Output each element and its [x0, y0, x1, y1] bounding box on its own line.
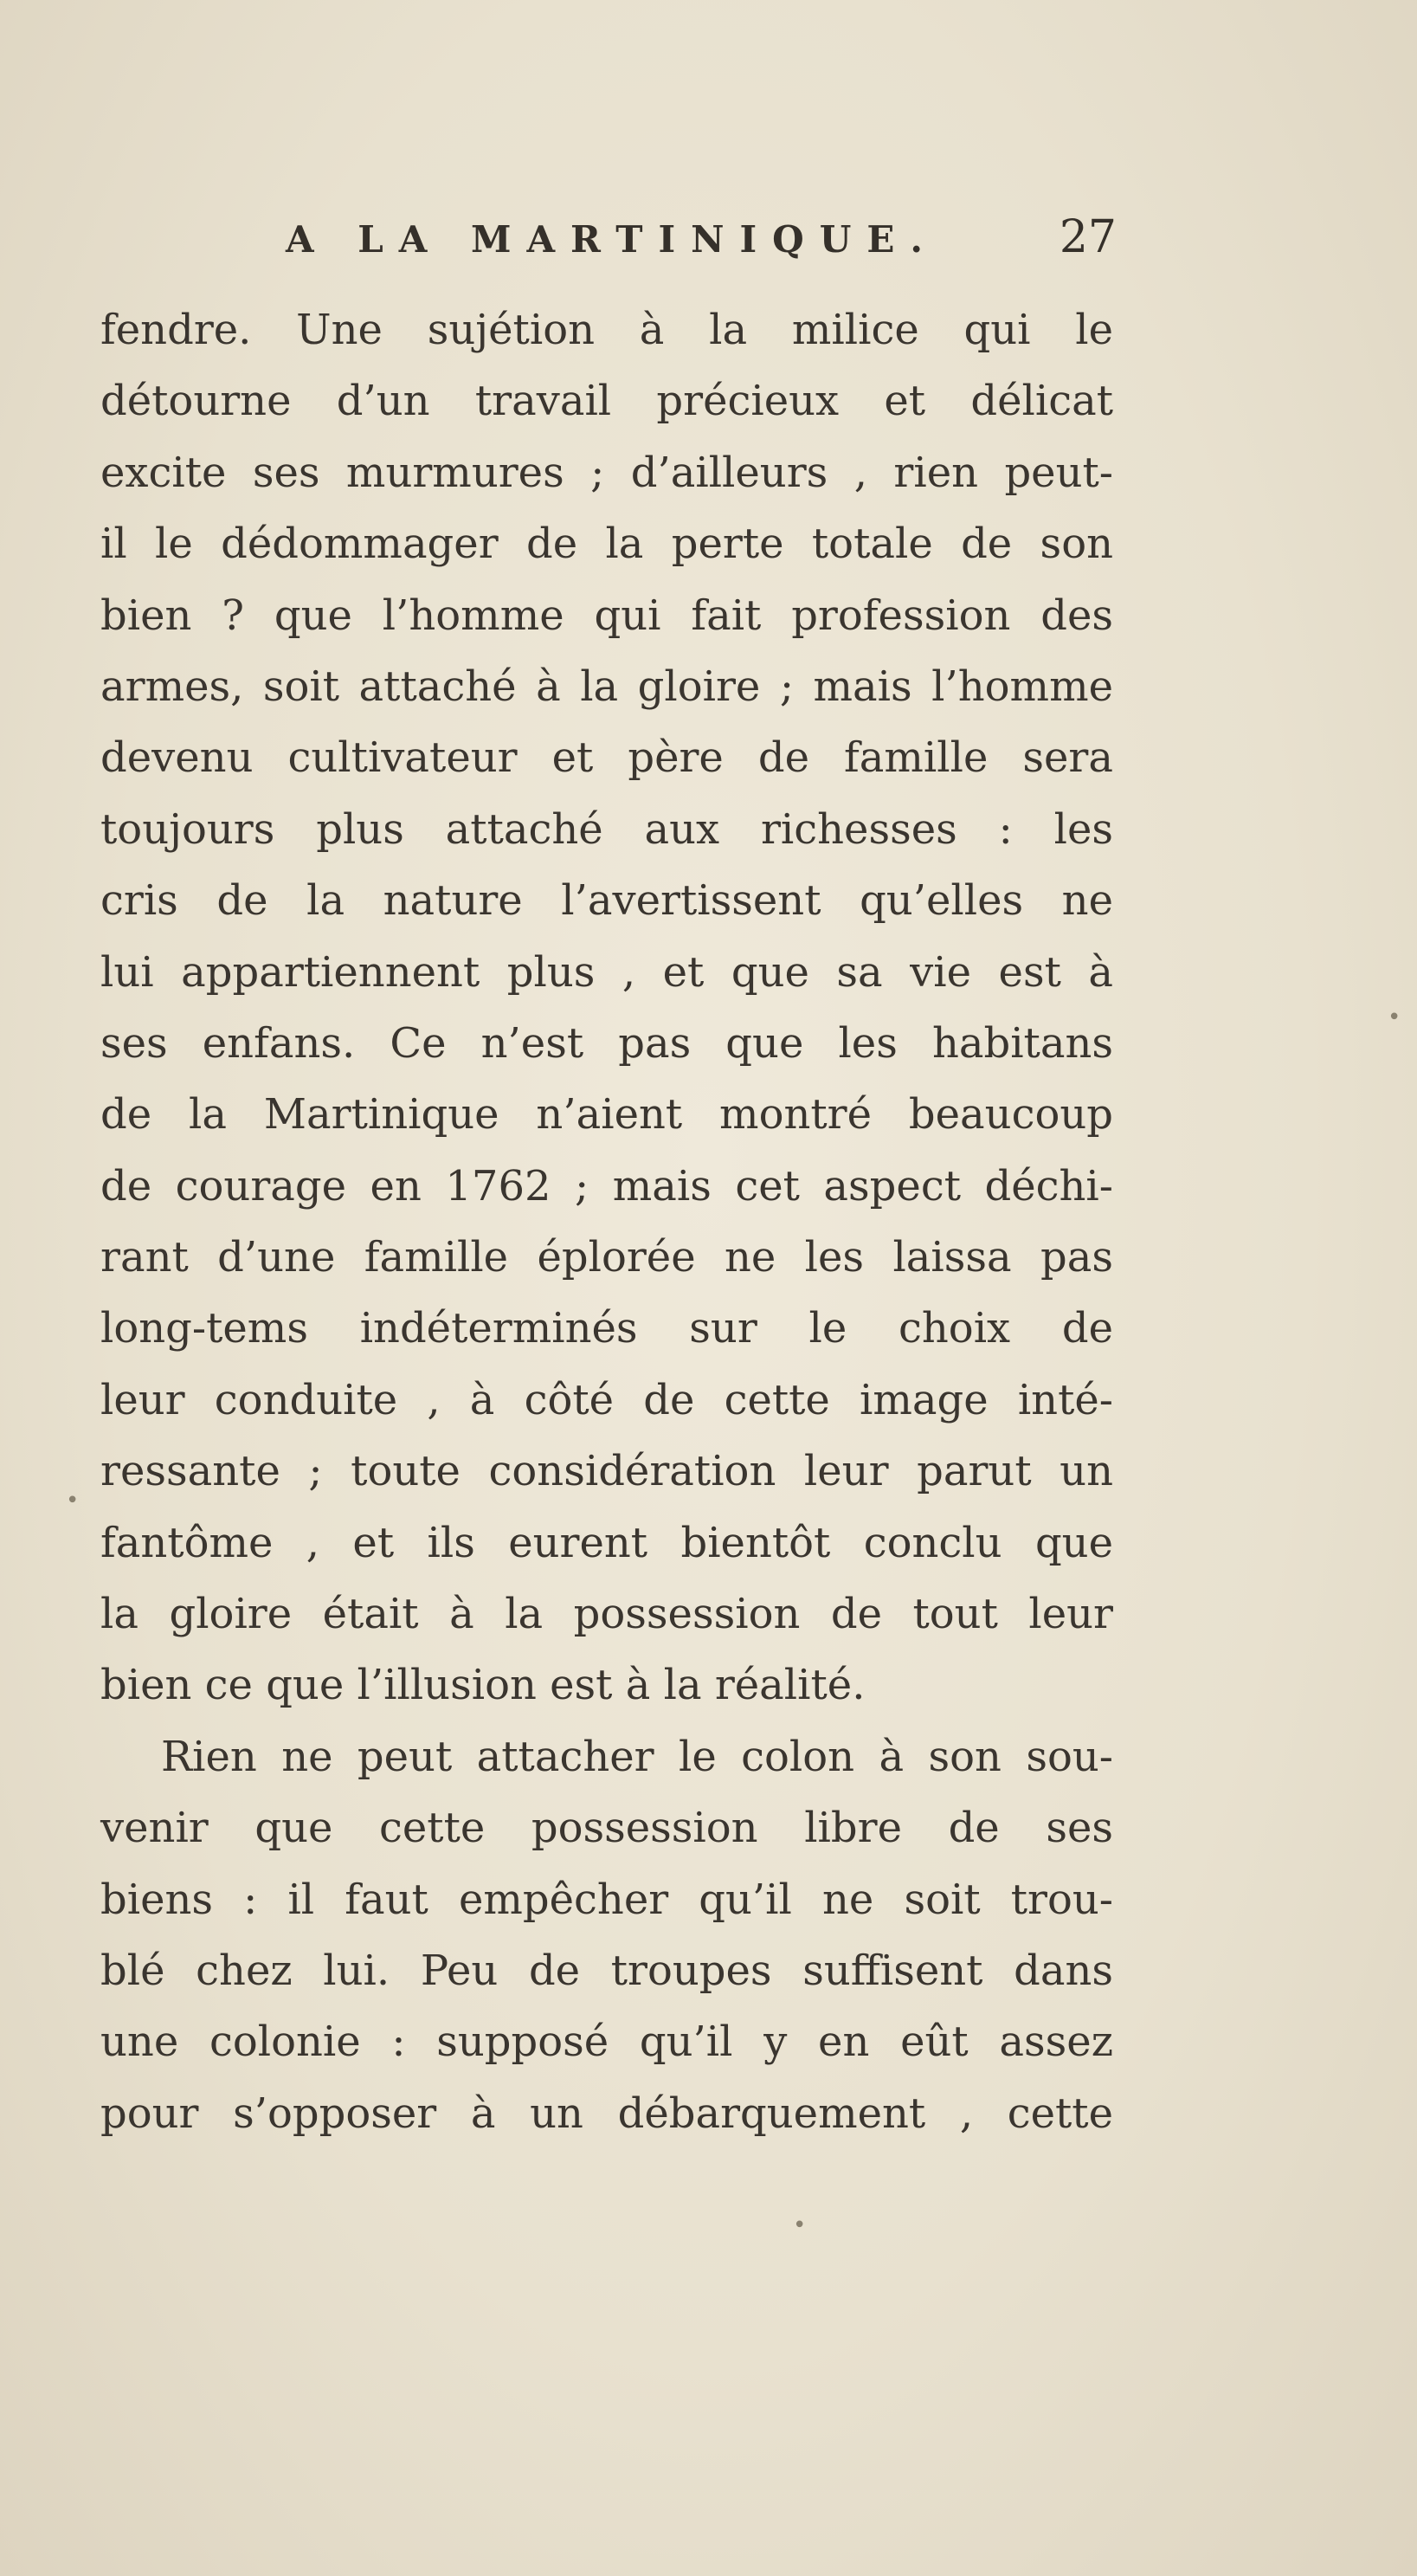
- paragraph-last-line: bien ce que l’illusion est à la réalité.: [100, 1661, 866, 1710]
- text-line: détourne d’un travail précieux et délicat: [100, 377, 1113, 426]
- text-line: de courage en 1762 ; mais cet aspect déchi-: [100, 1161, 1113, 1211]
- ink-speck: •: [66, 1488, 80, 1514]
- paragraph-first-line: Rien ne peut attacher le colon à son sou-: [161, 1732, 1113, 1781]
- page-number: 27: [1059, 211, 1117, 263]
- text-line: cris de la nature l’avertissent qu’elles ne: [100, 876, 1113, 926]
- text-line: la gloire était à la possession de tout leur: [100, 1590, 1113, 1639]
- text-line: armes, soit attaché à la gloire ; mais l’homme: [100, 662, 1113, 711]
- text-line: biens : il faut empêcher qu’il ne soit trou-: [100, 1875, 1113, 1924]
- ink-speck: •: [793, 2212, 807, 2238]
- text-line: fendre. Une sujétion à la milice qui le: [100, 306, 1113, 354]
- text-line: venir que cette possession libre de ses: [100, 1804, 1113, 1853]
- text-line: devenu cultivateur et père de famille sera: [100, 733, 1113, 783]
- running-head: [286, 211, 1117, 279]
- text-line: pour s’opposer à un débarquement , cette: [100, 2089, 1113, 2138]
- ink-speck: •: [1388, 1004, 1401, 1030]
- running-title: A LA MARTINIQUE.: [286, 218, 938, 261]
- text-line: de la Martinique n’aient montré beaucoup: [100, 1090, 1113, 1140]
- body-text: [100, 294, 1113, 2149]
- text-line: ses enfans. Ce n’est pas que les habitans: [100, 1018, 1113, 1068]
- text-line: toujours plus attaché aux richesses : les: [100, 804, 1113, 854]
- text-line: il le dédommager de la perte totale de son: [100, 520, 1113, 569]
- text-line: bien ? que l’homme qui fait profession des: [100, 591, 1113, 640]
- text-line: lui appartiennent plus , et que sa vie est à: [100, 947, 1113, 997]
- text-line: long-tems indéterminés sur le choix de: [100, 1304, 1113, 1353]
- text-line: fantôme , et ils eurent bientôt conclu que: [100, 1518, 1113, 1567]
- text-line: blé chez lui. Peu de troupes suffisent dans: [100, 1946, 1113, 1995]
- text-line: excite ses murmures ; d’ailleurs , rien peut-: [100, 448, 1113, 497]
- text-line: une colonie : supposé qu’il y en eût assez: [100, 2018, 1113, 2067]
- text-line: leur conduite , à côté de cette image inté-: [100, 1375, 1113, 1424]
- text-line: ressante ; toute considération leur parut un: [100, 1447, 1113, 1496]
- text-line: rant d’une famille éplorée ne les laissa pas: [100, 1233, 1113, 1282]
